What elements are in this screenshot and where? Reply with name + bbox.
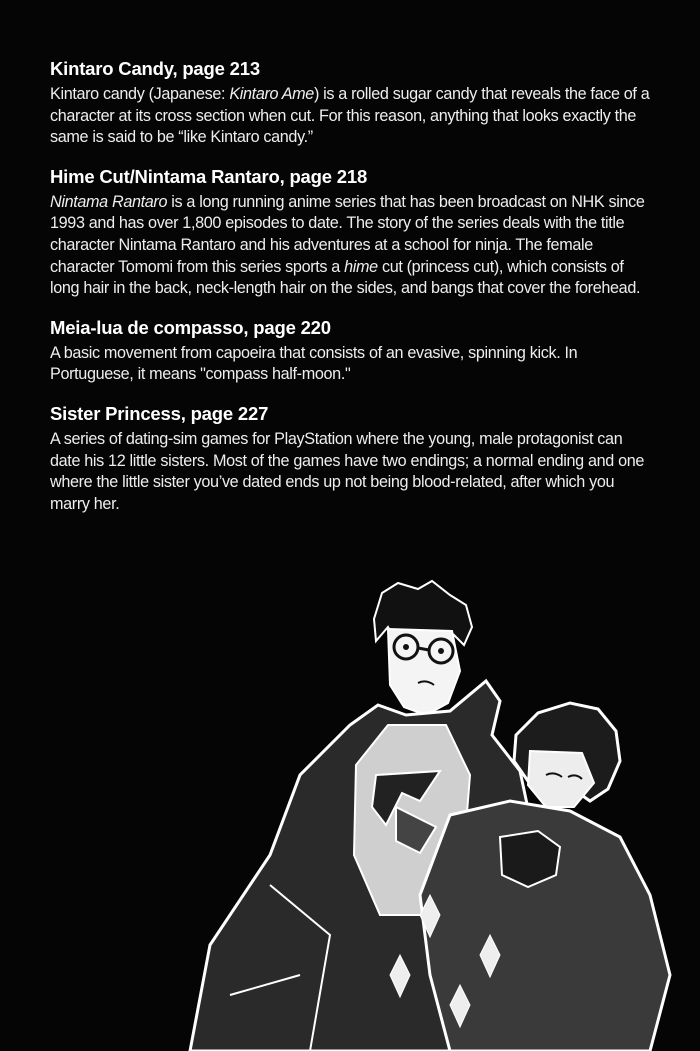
note-meia-lua <box>50 317 650 386</box>
body-text: ) is a rolled sugar candy that reveals the face of a character at its cross section when cut. For this reason, anything that looks exactly the same is said to be “like Kintaro candy.” <box>50 85 650 147</box>
body-text: is a long running anime series that has been broadcast on NHK since 1993 and has over 1,800 episodes to date. The story of the series deals with the title character Nintama Rantaro and his adventures at a school for ninja. The female character Tomomi from this series sports a <box>50 192 645 276</box>
note-hime-cut <box>50 166 650 300</box>
note-title: Meia-lua de compasso, page 220 <box>50 316 331 338</box>
italic-term: hime <box>344 257 378 276</box>
note-body <box>50 429 650 515</box>
body-text: cut (princess cut), which consists of long hair in the back, neck-length hair on the sides, and bangs that cover the forehead. <box>50 257 641 298</box>
illustration-drawing <box>150 575 700 1051</box>
note-title: Sister Princess, page 227 <box>50 402 269 424</box>
note-body <box>50 192 650 300</box>
manga-illustration <box>150 575 700 1051</box>
body-text: A basic movement from capoeira that consists of an evasive, spinning kick. In Portuguese, it means "compass half-moon." <box>50 343 578 384</box>
body-text: A series of dating-sim games for PlayStation where the young, male protagonist can date his 12 little sisters. Most of the games have two endings; a normal ending and one where the little sister you’ve dated ends up not being blood-related, after which you marry her. <box>50 429 645 513</box>
translation-notes <box>50 58 650 532</box>
note-title: Hime Cut/Nintama Rantaro, page 218 <box>50 165 368 187</box>
note-sister-princess <box>50 403 650 515</box>
note-title: Kintaro Candy, page 213 <box>50 58 260 79</box>
italic-term: Kintaro Ame <box>229 85 314 103</box>
italic-term: Nintama Rantaro <box>50 192 168 211</box>
note-kintaro-candy <box>50 58 650 149</box>
note-body <box>50 343 650 386</box>
note-body <box>50 84 650 149</box>
body-text: Kintaro candy (Japanese: <box>50 85 230 103</box>
